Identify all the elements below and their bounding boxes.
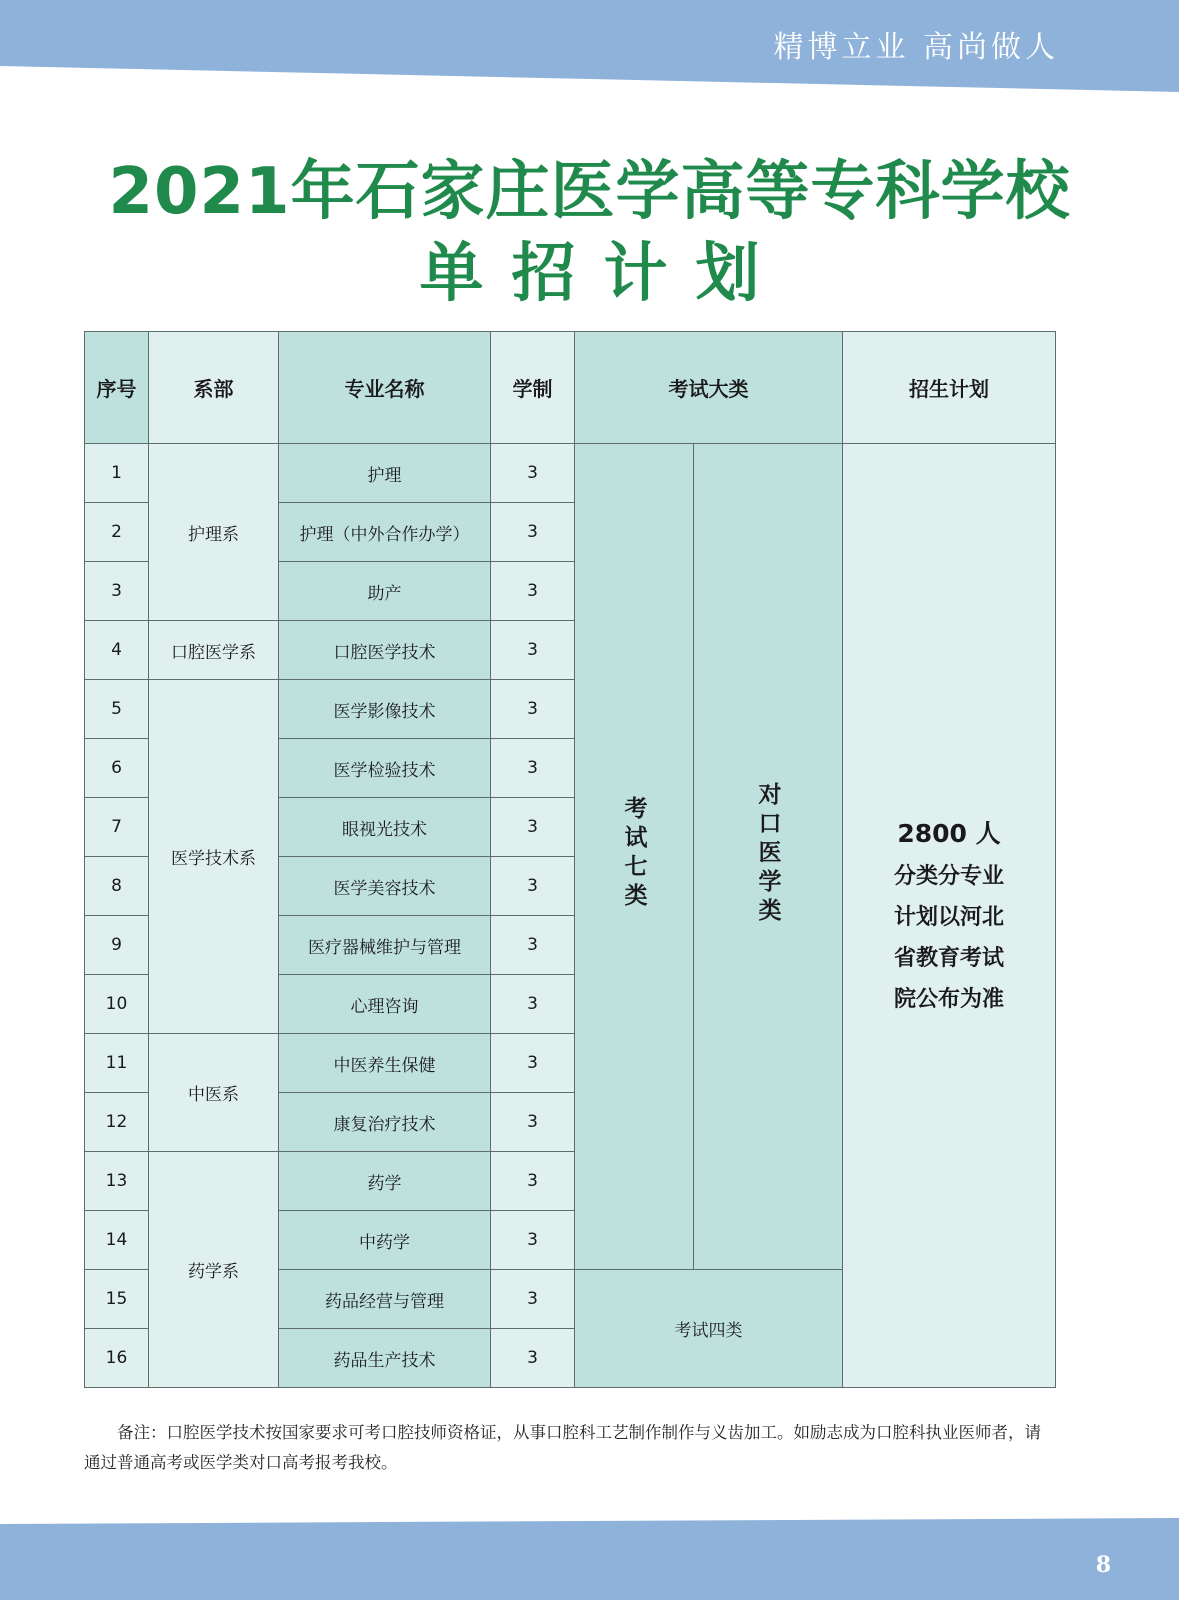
row-seq: 5 [85, 680, 149, 739]
row-major: 口腔医学技术 [279, 621, 491, 680]
row-seq: 6 [85, 739, 149, 798]
table-header-row [85, 332, 1056, 444]
row-seq: 3 [85, 562, 149, 621]
row-major: 康复治疗技术 [279, 1093, 491, 1152]
dept-cell-stomatology: 口腔医学系 [149, 621, 279, 680]
row-major: 药品经营与管理 [279, 1270, 491, 1329]
page-subtitle: 单招计划 [419, 237, 788, 311]
row-seq: 12 [85, 1093, 149, 1152]
page-number: 8 [1095, 1552, 1111, 1578]
row-major: 医疗器械维护与管理 [279, 916, 491, 975]
row-major: 医学检验技术 [279, 739, 491, 798]
exam-category-7-sub-cell [694, 444, 843, 1270]
plan-note-line: 院公布为准 [893, 986, 1004, 1012]
row-major: 护理（中外合作办学） [279, 503, 491, 562]
row-major: 护理 [279, 444, 491, 503]
plan-note-line: 计划以河北 [893, 904, 1004, 930]
row-years: 3 [491, 562, 575, 621]
row-seq: 2 [85, 503, 149, 562]
row-seq: 8 [85, 857, 149, 916]
header-seq: 序号 [85, 332, 149, 444]
dept-cell-medtech: 医学技术系 [149, 680, 279, 1034]
row-major: 药品生产技术 [279, 1329, 491, 1388]
row-years: 3 [491, 798, 575, 857]
exam-category-4-cell: 考试四类 [575, 1270, 843, 1388]
header-years: 学制 [491, 332, 575, 444]
plan-note-line: 省教育考试 [893, 945, 1004, 971]
row-years: 3 [491, 1152, 575, 1211]
row-years: 3 [491, 1093, 575, 1152]
header-dept: 系部 [149, 332, 279, 444]
plan-note-line: 分类分专业 [893, 863, 1004, 889]
row-seq: 1 [85, 444, 149, 503]
row-seq: 14 [85, 1211, 149, 1270]
row-years: 3 [491, 1211, 575, 1270]
exam-category-7-sub-label: 对口医学类 [754, 781, 781, 927]
row-major: 中医养生保健 [279, 1034, 491, 1093]
row-years: 3 [491, 680, 575, 739]
row-years: 3 [491, 444, 575, 503]
row-years: 3 [491, 739, 575, 798]
row-major: 眼视光技术 [279, 798, 491, 857]
row-seq: 4 [85, 621, 149, 680]
row-years: 3 [491, 1270, 575, 1329]
header-exam: 考试大类 [575, 332, 843, 444]
table-row [85, 444, 1056, 503]
row-seq: 15 [85, 1270, 149, 1329]
row-seq: 13 [85, 1152, 149, 1211]
row-major: 助产 [279, 562, 491, 621]
row-years: 3 [491, 503, 575, 562]
row-major: 药学 [279, 1152, 491, 1211]
row-years: 3 [491, 975, 575, 1034]
row-years: 3 [491, 1329, 575, 1388]
row-seq: 10 [85, 975, 149, 1034]
exam-category-7-label: 考试七类 [620, 796, 647, 912]
row-years: 3 [491, 916, 575, 975]
row-years: 3 [491, 621, 575, 680]
footnote: 备注：口腔医学技术按国家要求可考口腔技师资格证，从事口腔科工艺制作制作与义齿加工。如励志成为口腔科执业医师者，请通过普通高考或医学类对口高考报考我校。 [84, 1423, 1041, 1472]
bottom-banner [0, 1510, 1179, 1600]
row-seq: 9 [85, 916, 149, 975]
dept-cell-tcm: 中医系 [149, 1034, 279, 1152]
row-major: 医学美容技术 [279, 857, 491, 916]
header-plan: 招生计划 [843, 332, 1056, 444]
row-seq: 11 [85, 1034, 149, 1093]
dept-cell-pharmacy: 药学系 [149, 1152, 279, 1388]
header-major: 专业名称 [279, 332, 491, 444]
dept-cell-nursing: 护理系 [149, 444, 279, 621]
row-major: 中药学 [279, 1211, 491, 1270]
school-motto: 精博立业 高尚做人 [773, 30, 1059, 65]
row-seq: 16 [85, 1329, 149, 1388]
row-major: 医学影像技术 [279, 680, 491, 739]
enrollment-plan-table [84, 331, 1056, 1388]
exam-category-7-cell [575, 444, 694, 1270]
row-major: 心理咨询 [279, 975, 491, 1034]
page-title: 2021年石家庄医学高等专科学校 [108, 155, 1071, 229]
plan-count: 2800 人 [897, 818, 1001, 848]
row-years: 3 [491, 857, 575, 916]
row-years: 3 [491, 1034, 575, 1093]
plan-cell [843, 444, 1056, 1388]
row-seq: 7 [85, 798, 149, 857]
